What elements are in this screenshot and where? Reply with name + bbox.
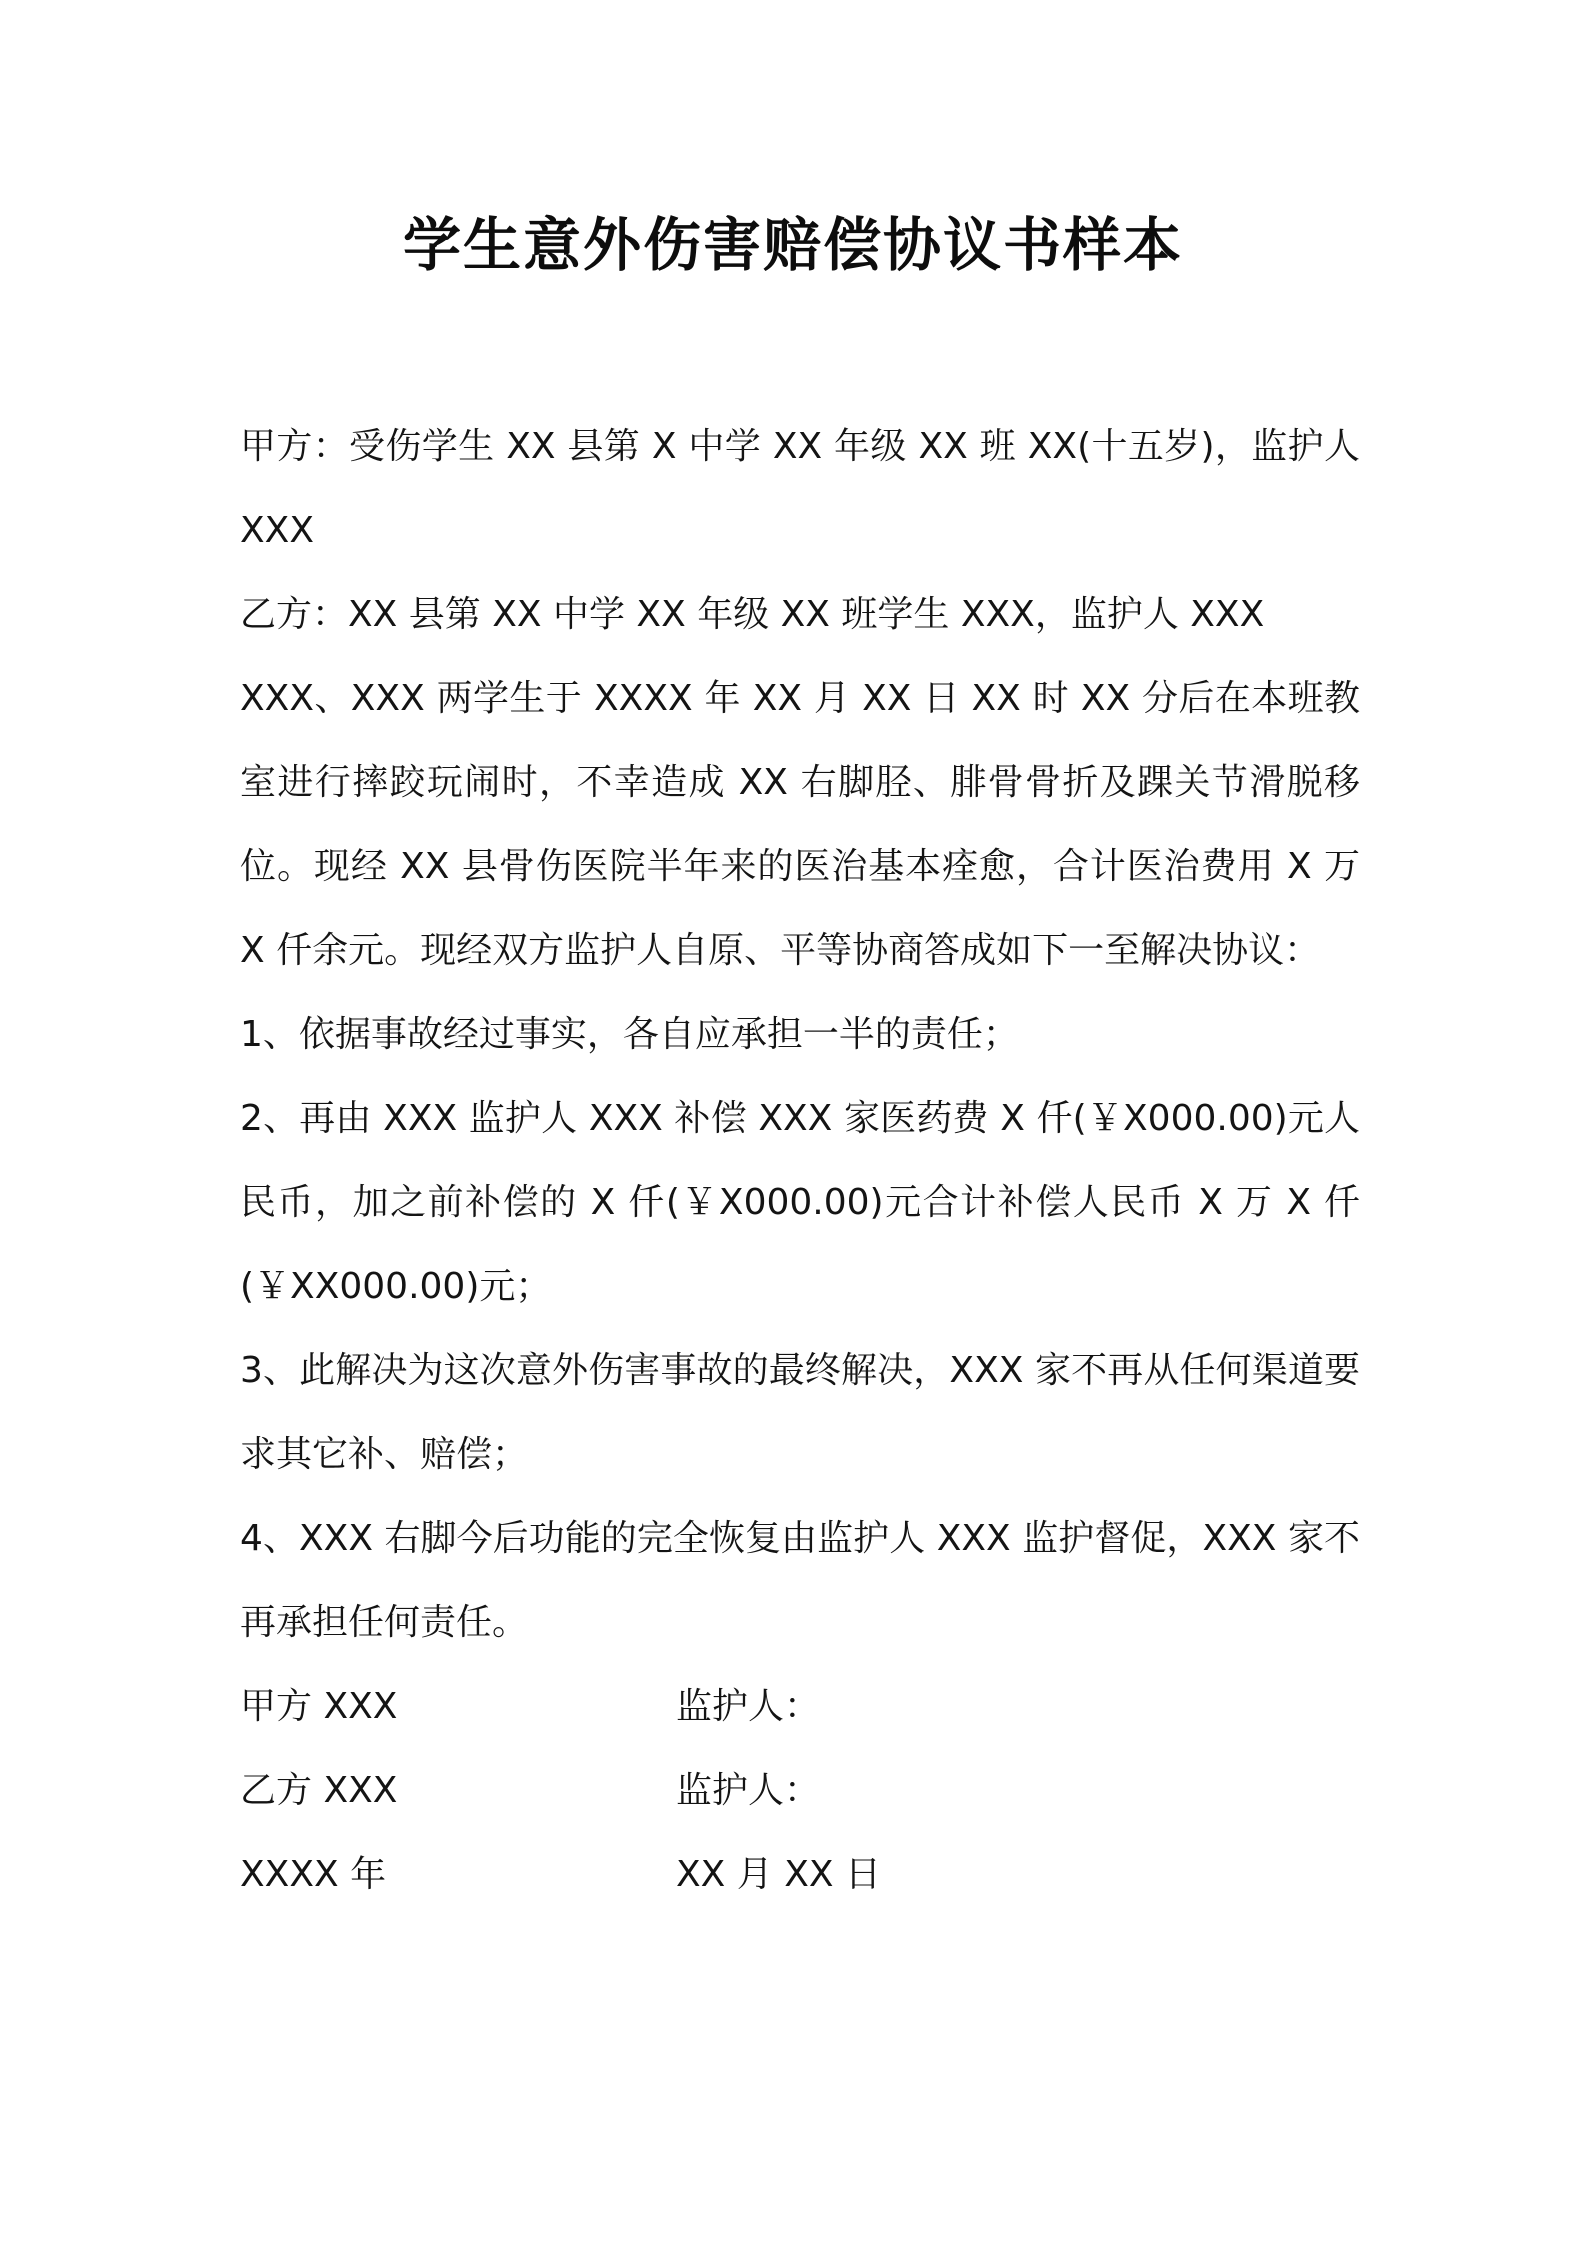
date-year-label: XXXX 年 [240,1854,387,1895]
document-body [240,405,1360,1917]
party-a-paragraph: 甲方：受伤学生 XX 县第 X 中学 XX 年级 XX 班 XX(十五岁)，监护人 XXX [240,426,1360,551]
clause-3: 3、此解决为这次意外伤害事故的最终解决，XXX 家不再从任何渠道要求其它补、赔偿； [240,1350,1360,1475]
party-a-guardian-label: 监护人： [676,1686,821,1727]
party-a-signature-label: 甲方 XXX [240,1686,398,1727]
signature-row-party-a [240,1665,1360,1749]
clause-4: 4、XXX 右脚今后功能的完全恢复由监护人 XXX 监护督促，XXX 家不再承担任何责任。 [240,1518,1360,1643]
party-b-paragraph: 乙方：XX 县第 XX 中学 XX 年级 XX 班学生 XXX，监护人 XXX [240,594,1265,635]
party-b-signature-label: 乙方 XXX [240,1770,398,1811]
date-month-day-label: XX 月 XX 日 [676,1854,881,1895]
document-title: 学生意外伤害赔偿协议书样本 [402,211,1183,279]
clause-2: 2、再由 XXX 监护人 XXX 补偿 XXX 家医药费 X 仟(￥X000.00)元人民币，加之前补偿的 X 仟(￥X000.00)元合计补偿人民币 X 万 X 仟(￥XX000.00)元； [240,1098,1360,1307]
signature-row-party-b [240,1749,1360,1833]
signature-row-date [240,1833,1360,1917]
incident-paragraph: XXX、XXX 两学生于 XXXX 年 XX 月 XX 日 XX 时 XX 分后在本班教室进行摔跤玩闹时，不幸造成 XX 右脚胫、腓骨骨折及踝关节滑脱移位。现经 XX 县骨伤医院半年来的医治基本痊愈，合计医治费用 X 万 X 仟余元。现经双方监护人自原、平等协商答成如下一至解决协议： [240,678,1360,971]
clause-1: 1、依据事故经过事实，各自应承担一半的责任； [240,1014,1019,1055]
party-b-guardian-label: 监护人： [676,1770,821,1811]
